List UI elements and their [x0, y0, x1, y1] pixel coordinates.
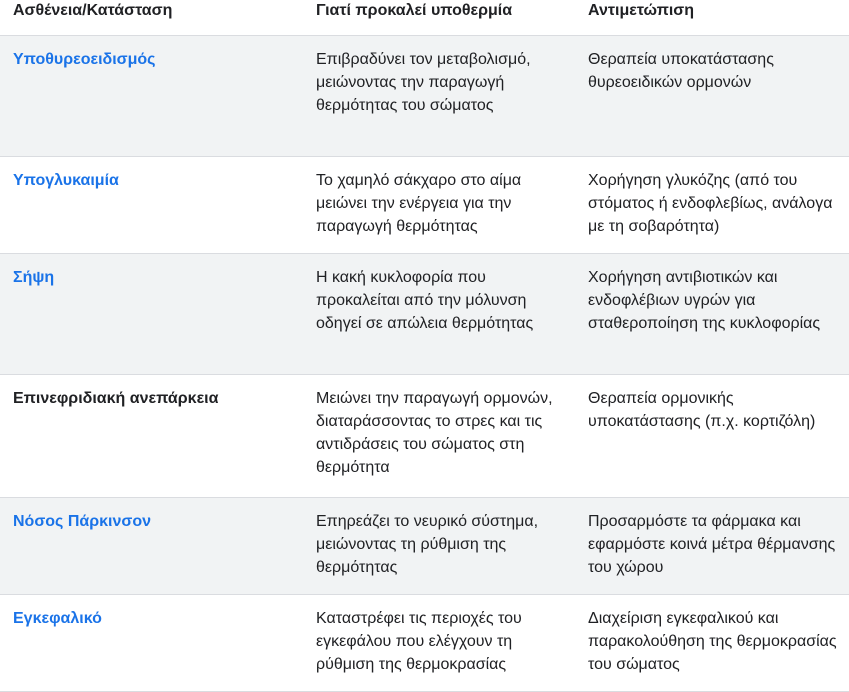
cause-cell: Το χαμηλό σάκχαρο στο αίμα μειώνει την ενέργεια για την παραγωγή θερμότητας — [302, 157, 576, 254]
condition-link[interactable]: Υποθυρεοειδισμός — [0, 36, 302, 157]
table-row — [0, 254, 849, 375]
treatment-cell: Χορήγηση αντιβιοτικών και ενδοφλέβιων υγρών για σταθεροποίηση της κυκλοφορίας — [576, 254, 849, 375]
cause-cell: Επηρεάζει το νευρικό σύστημα, μειώνοντας τη ρύθμιση της θερμότητας — [302, 498, 576, 595]
treatment-cell: Διαχείριση εγκεφαλικού και παρακολούθηση της θερμοκρασίας του σώματος — [576, 595, 849, 692]
column-header-treatment: Αντιμετώπιση — [576, 0, 849, 36]
condition-label: Επινεφριδιακή ανεπάρκεια — [0, 375, 302, 498]
table-row — [0, 157, 849, 254]
condition-link[interactable]: Νόσος Πάρκινσον — [0, 498, 302, 595]
table-row — [0, 36, 849, 157]
column-header-condition: Ασθένεια/Κατάσταση — [0, 0, 302, 36]
table-row — [0, 375, 849, 498]
condition-link[interactable]: Σήψη — [0, 254, 302, 375]
treatment-cell: Θεραπεία ορμονικής υποκατάστασης (π.χ. κορτιζόλη) — [576, 375, 849, 498]
cause-cell: Επιβραδύνει τον μεταβολισμό, μειώνοντας την παραγωγή θερμότητας του σώματος — [302, 36, 576, 157]
treatment-cell: Χορήγηση γλυκόζης (από του στόματος ή ενδοφλεβίως, ανάλογα με τη σοβαρότητα) — [576, 157, 849, 254]
cause-cell: Μειώνει την παραγωγή ορμονών, διαταράσσοντας το στρες και τις αντιδράσεις του σώματος στη θερμότητα — [302, 375, 576, 498]
cause-cell: Η κακή κυκλοφορία που προκαλείται από την μόλυνση οδηγεί σε απώλεια θερμότητας — [302, 254, 576, 375]
column-header-cause: Γιατί προκαλεί υποθερμία — [302, 0, 576, 36]
condition-link[interactable]: Υπογλυκαιμία — [0, 157, 302, 254]
treatment-cell: Προσαρμόστε τα φάρμακα και εφαρμόστε κοινά μέτρα θέρμανσης του χώρου — [576, 498, 849, 595]
condition-link[interactable]: Εγκεφαλικό — [0, 595, 302, 692]
treatment-cell: Θεραπεία υποκατάστασης θυρεοειδικών ορμονών — [576, 36, 849, 157]
table-header-row — [0, 0, 849, 36]
table-row — [0, 595, 849, 692]
cause-cell: Καταστρέφει τις περιοχές του εγκεφάλου που ελέγχουν τη ρύθμιση της θερμοκρασίας — [302, 595, 576, 692]
table-row — [0, 498, 849, 595]
